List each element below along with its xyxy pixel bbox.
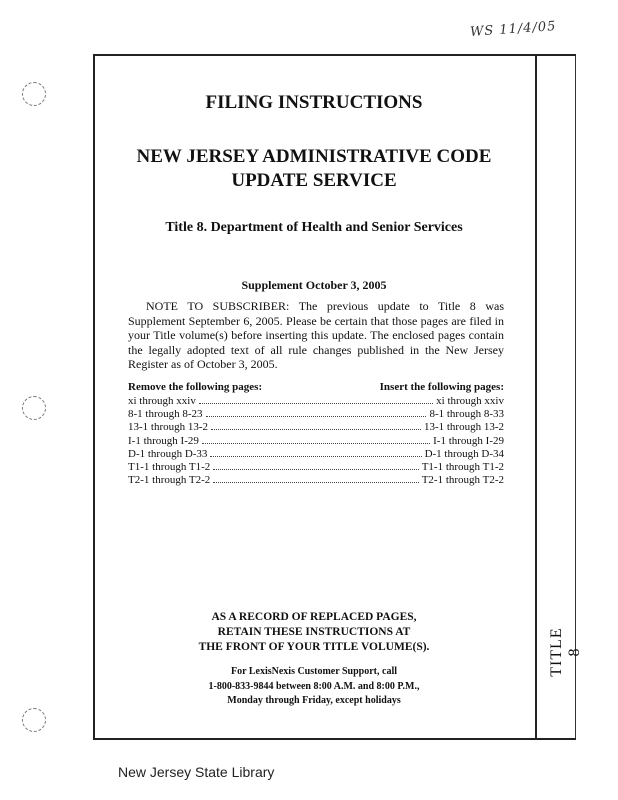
subtitle-line: UPDATE SERVICE bbox=[231, 170, 397, 191]
insert-range: D-1 through D-34 bbox=[424, 447, 504, 460]
insert-range: 13-1 through 13-2 bbox=[423, 421, 504, 434]
spine-label: TITLE 8 bbox=[548, 627, 583, 677]
insert-range: T2-1 through T2-2 bbox=[421, 474, 504, 487]
remove-range: T2-1 through T2-2 bbox=[128, 474, 211, 487]
pages-table bbox=[128, 381, 504, 487]
table-row bbox=[128, 435, 504, 448]
punch-hole bbox=[22, 396, 46, 420]
leader-dots bbox=[202, 443, 430, 444]
record-line: THE FRONT OF YOUR TITLE VOLUME(S). bbox=[198, 641, 430, 653]
remove-range: 8-1 through 8-23 bbox=[128, 408, 203, 421]
remove-range: I-1 through I-29 bbox=[128, 434, 199, 447]
leader-dots bbox=[210, 456, 421, 457]
subtitle-line: NEW JERSEY ADMINISTRATIVE CODE bbox=[136, 146, 492, 167]
leader-dots bbox=[213, 469, 418, 470]
spine-border bbox=[535, 54, 537, 740]
table-row bbox=[128, 448, 504, 461]
remove-range: xi through xxiv bbox=[128, 395, 196, 407]
punch-hole bbox=[22, 708, 46, 732]
support-line: 1-800-833-9844 between 8:00 A.M. and 8:00 P.M., bbox=[208, 680, 420, 692]
remove-range: T1-1 through T1-2 bbox=[128, 460, 211, 473]
handwritten-note: WS 11/4/05 bbox=[469, 19, 557, 40]
insert-range: I-1 through I-29 bbox=[433, 434, 504, 447]
title-section: Title 8. Department of Health and Senior Services bbox=[165, 220, 463, 235]
insert-range: T1-1 through T1-2 bbox=[421, 460, 504, 473]
leader-dots bbox=[206, 416, 427, 417]
pages-header bbox=[128, 381, 504, 395]
table-row bbox=[128, 395, 504, 408]
customer-support bbox=[93, 665, 535, 709]
library-stamp: New Jersey State Library bbox=[118, 764, 275, 780]
leader-dots bbox=[213, 482, 418, 483]
subtitle bbox=[93, 145, 535, 193]
table-row bbox=[128, 421, 504, 434]
record-line: RETAIN THESE INSTRUCTIONS AT bbox=[217, 626, 411, 638]
remove-range: D-1 through D-33 bbox=[128, 447, 208, 460]
table-row bbox=[128, 474, 504, 487]
supplement-date: Supplement October 3, 2005 bbox=[241, 278, 387, 292]
insert-range: 8-1 through 8-33 bbox=[429, 408, 504, 421]
support-line: For LexisNexis Customer Support, call bbox=[230, 666, 397, 677]
leader-dots bbox=[199, 403, 433, 404]
punch-hole bbox=[22, 82, 46, 106]
insert-header: Insert the following pages: bbox=[379, 381, 504, 393]
remove-range: 13-1 through 13-2 bbox=[128, 421, 209, 434]
support-line: Monday through Friday, except holidays bbox=[227, 695, 401, 706]
spine-border bbox=[535, 54, 576, 56]
spine-border bbox=[575, 54, 576, 740]
record-line: AS A RECORD OF REPLACED PAGES, bbox=[211, 611, 417, 623]
table-row bbox=[128, 408, 504, 421]
insert-range: xi through xxiv bbox=[436, 395, 504, 407]
table-row bbox=[128, 461, 504, 474]
record-instructions bbox=[93, 610, 535, 655]
note-to-subscriber: NOTE TO SUBSCRIBER: The previous update to Title 8 was Supplement September 6, 2005. Please be certain that those pages are filed in your Title volume(s) before inserting this update. The enclosed pages contain the legally adopted text of all rule changes published in the New Jersey Register as of October 3, 2005. bbox=[128, 299, 504, 371]
remove-header: Remove the following pages: bbox=[128, 381, 263, 393]
spine-border bbox=[535, 738, 576, 740]
page-title: FILING INSTRUCTIONS bbox=[205, 92, 423, 113]
leader-dots bbox=[211, 429, 421, 430]
